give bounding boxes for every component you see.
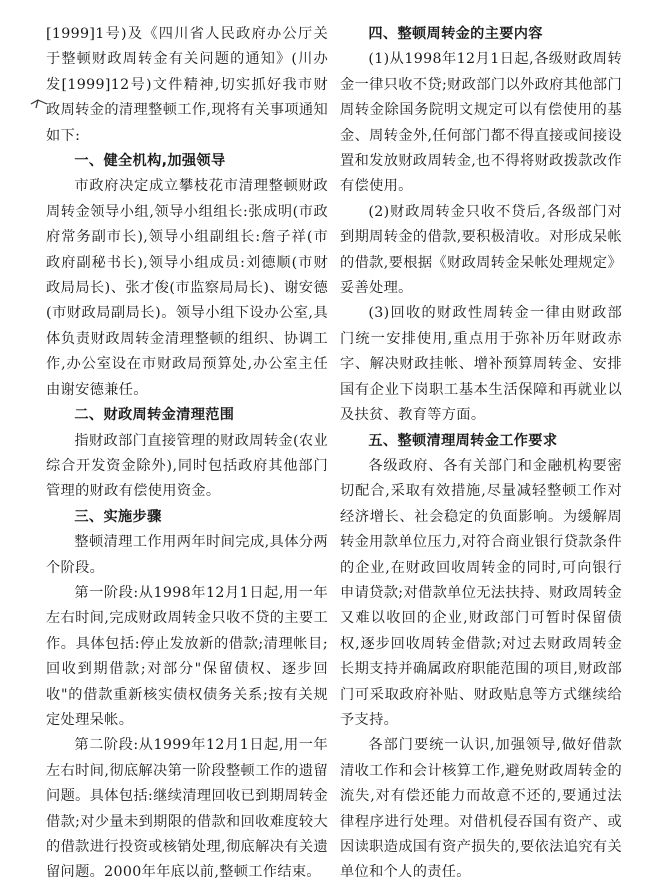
right-column [340,22,622,886]
section-heading-1: 一、健全机构,加强领导 [74,153,226,170]
paragraph: 整顿清理工作用两年时间完成,具体分两个阶段。 [46,534,328,576]
paragraph: (2)财政周转金只收不贷后,各级部门对到期周转金的借款,要积极清收。对形成呆帐的借款,要根据《财政周转金呆帐处理规定》妥善处理。 [340,203,622,297]
paragraph: 各级政府、各有关部门和金融机构要密切配合,采取有效措施,尽量减轻整顿工作对经济增长、社会稳定的负面影响。为缓解周转金用款单位压力,对符合商业银行贷款条件的企业,在财政回收周转金的同时,可向银行申请贷款;对借款单位无法扶持、财政周转金又难以收回的企业,财政部门可暂时保留债权,逐步回收周转金借款;对过去财政周转金长期支持并确属政府职能范围的项目,财政部门可采取政府补贴、财政贴息等方式继续给予支持。 [340,457,622,728]
paragraph: 指财政部门直接管理的财政周转金(农业综合开发资金除外),同时包括政府其他部门管理的财政有偿使用资金。 [46,432,328,500]
paragraph: 各部门要统一认识,加强领导,做好借款清收工作和会计核算工作,避免财政周转金的流失,对有偿还能力而故意不还的,要通过法律程序进行处理。对借机侵吞国有资产、或因读职造成国有资产损失的,要依法追究有关单位和个人的责任。 [340,737,622,881]
section-heading-4: 四、整顿周转金的主要内容 [368,26,543,42]
paragraph: (3)回收的财政性周转金一律由财政部门统一安排使用,重点用于弥补历年财政赤字、解决财政挂帐、增补预算周转金、安排国有企业下岗职工基本生活保障和再就业以及扶贫、教育等方面。 [340,305,622,424]
section-heading-3: 三、实施步骤 [74,508,162,525]
section-heading-5: 五、整顿清理周转金工作要求 [368,432,558,449]
paragraph: 第二阶段:从1999年12月1日起,用一年左右时间,彻底解决第一阶段整顿工作的遗留问题。具体包括:继续清理回收已到期周转金借款;对少量未到期限的借款和回收难度较大的借款进行投资或核销处理,彻底解决有关遗留问题。2000年年底以前,整顿工作结束。 [46,737,328,881]
left-column [46,22,328,886]
section-heading-2: 二、财政周转金清理范围 [74,407,235,424]
paragraph: (1)从1998年12月1日起,各级财政周转金一律只收不贷;财政部门以外政府其他部门周转金除国务院明文规定可以有偿使用的基金、周转金外,任何部门都不得直接或间接设置和发放财政周转金,也不得将财政拨款改作有偿使用。 [340,51,622,195]
intro-paragraph: [1999]1号)及《四川省人民政府办公厅关于整顿财政周转金有关问题的通知》(川办发[1999]12号)文件精神,切实抓好我市财政周转金的清理整顿工作,现将有关事项通知如下: [46,26,328,144]
paragraph: 市政府决定成立攀枝花市清理整顿财政周转金领导小组,领导小组组长:张成明(市政府常务副市长),领导小组副组长:詹子祥(市政府副秘书长),领导小组成员:刘德顺(市财政局局长)、张才俊(市监察局局长)、谢安德(市财政局副局长)。领导小组下设办公室,具体负责财政周转金清理整顿的组织、协调工作,办公室设在市财政局预算处,办公室主任由谢安德兼任。 [46,178,328,398]
paragraph: 第一阶段:从1998年12月1日起,用一年左右时间,完成财政周转金只收不贷的主要工作。具体包括:停止发放新的借款;清理帐目;回收到期借款;对部分"保留债权、逐步回收"的借款重新核实债权债务关系;按有关规定处理呆帐。 [46,584,328,728]
